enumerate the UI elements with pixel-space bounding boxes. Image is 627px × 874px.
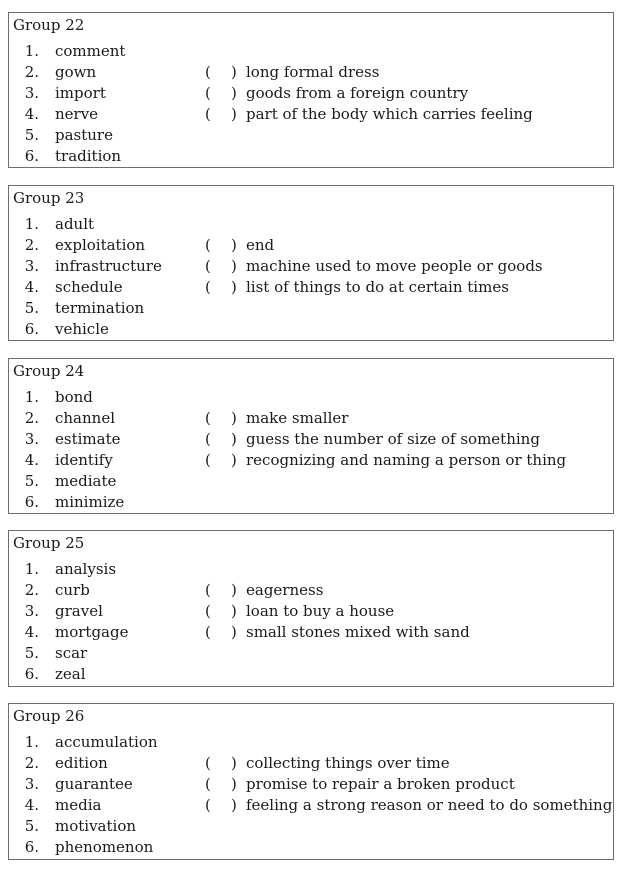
word-row — [9, 277, 613, 298]
item-number: 1. — [24, 733, 39, 751]
word-row — [9, 298, 613, 319]
word-row — [9, 837, 613, 858]
definition-text: small stones mixed with sand — [246, 623, 470, 641]
word-row — [9, 408, 613, 429]
item-number: 4. — [24, 451, 39, 469]
vocabulary-word: gown — [55, 63, 97, 81]
word-row — [9, 450, 613, 471]
vocabulary-word: media — [55, 796, 102, 814]
word-row — [9, 559, 613, 580]
item-number: 6. — [24, 665, 39, 683]
vocabulary-word: mortgage — [55, 623, 129, 641]
item-number: 5. — [24, 644, 39, 662]
vocabulary-word: tradition — [55, 147, 122, 165]
bracket-open: ( — [205, 257, 211, 275]
item-number: 6. — [24, 320, 39, 338]
definition-text: long formal dress — [246, 63, 380, 81]
vocabulary-word: adult — [55, 215, 95, 233]
bracket-open: ( — [205, 754, 211, 772]
bracket-close: ) — [231, 278, 237, 296]
word-row — [9, 643, 613, 664]
bracket-open: ( — [205, 775, 211, 793]
vocabulary-word: vehicle — [55, 320, 109, 338]
item-number: 4. — [24, 105, 39, 123]
item-number: 6. — [24, 838, 39, 856]
group-title: Group 22 — [13, 16, 85, 34]
word-row — [9, 125, 613, 146]
definition-text: guess the number of size of something — [246, 430, 540, 448]
word-row — [9, 471, 613, 492]
definition-text: promise to repair a broken product — [246, 775, 515, 793]
definition-text: list of things to do at certain times — [246, 278, 509, 296]
bracket-close: ) — [231, 105, 237, 123]
word-row — [9, 62, 613, 83]
bracket-close: ) — [231, 602, 237, 620]
vocabulary-word: mediate — [55, 472, 117, 490]
word-row — [9, 774, 613, 795]
group-box — [8, 530, 614, 687]
definition-text: recognizing and naming a person or thing — [246, 451, 567, 469]
bracket-open: ( — [205, 84, 211, 102]
bracket-open: ( — [205, 796, 211, 814]
bracket-close: ) — [231, 754, 237, 772]
item-number: 3. — [24, 84, 39, 102]
vocabulary-word: minimize — [55, 493, 125, 511]
definition-text: loan to buy a house — [246, 602, 395, 620]
definition-text: machine used to move people or goods — [246, 257, 543, 275]
group-title: Group 25 — [13, 534, 85, 552]
group-title: Group 23 — [13, 189, 85, 207]
group-box — [8, 12, 614, 168]
vocabulary-word: termination — [55, 299, 145, 317]
vocabulary-word: schedule — [55, 278, 123, 296]
word-row — [9, 104, 613, 125]
group-box — [8, 703, 614, 860]
item-number: 2. — [24, 754, 39, 772]
vocabulary-word: pasture — [55, 126, 113, 144]
word-row — [9, 601, 613, 622]
definition-text: end — [246, 236, 275, 254]
definition-text: collecting things over time — [246, 754, 450, 772]
item-number: 2. — [24, 581, 39, 599]
word-row — [9, 664, 613, 685]
item-number: 3. — [24, 257, 39, 275]
definition-text: goods from a foreign country — [246, 84, 469, 102]
vocabulary-word: channel — [55, 409, 115, 427]
group-box — [8, 358, 614, 514]
item-number: 4. — [24, 796, 39, 814]
vocabulary-word: motivation — [55, 817, 137, 835]
word-row — [9, 146, 613, 167]
bracket-open: ( — [205, 602, 211, 620]
item-number: 3. — [24, 775, 39, 793]
vocabulary-word: gravel — [55, 602, 103, 620]
bracket-close: ) — [231, 236, 237, 254]
bracket-open: ( — [205, 63, 211, 81]
word-row — [9, 256, 613, 277]
vocabulary-word: zeal — [55, 665, 86, 683]
word-row — [9, 753, 613, 774]
vocabulary-word: nerve — [55, 105, 99, 123]
bracket-open: ( — [205, 581, 211, 599]
item-number: 1. — [24, 215, 39, 233]
bracket-open: ( — [205, 451, 211, 469]
bracket-close: ) — [231, 84, 237, 102]
word-row — [9, 214, 613, 235]
vocabulary-word: edition — [55, 754, 108, 772]
word-row — [9, 429, 613, 450]
vocabulary-word: identify — [55, 451, 113, 469]
bracket-open: ( — [205, 105, 211, 123]
item-number: 3. — [24, 430, 39, 448]
vocabulary-word: import — [55, 84, 106, 102]
vocabulary-word: analysis — [55, 560, 117, 578]
definition-text: feeling a strong reason or need to do something — [246, 796, 613, 814]
definition-text: make smaller — [246, 409, 349, 427]
vocabulary-word: bond — [55, 388, 93, 406]
item-number: 3. — [24, 602, 39, 620]
vocabulary-word: comment — [55, 42, 126, 60]
definition-text: part of the body which carries feeling — [246, 105, 533, 123]
item-number: 1. — [24, 560, 39, 578]
item-number: 5. — [24, 126, 39, 144]
bracket-close: ) — [231, 623, 237, 641]
bracket-close: ) — [231, 409, 237, 427]
bracket-close: ) — [231, 63, 237, 81]
item-number: 6. — [24, 493, 39, 511]
item-number: 5. — [24, 817, 39, 835]
bracket-close: ) — [231, 775, 237, 793]
item-number: 2. — [24, 63, 39, 81]
bracket-open: ( — [205, 236, 211, 254]
bracket-close: ) — [231, 796, 237, 814]
item-number: 2. — [24, 236, 39, 254]
group-title: Group 24 — [13, 362, 85, 380]
bracket-open: ( — [205, 430, 211, 448]
item-number: 4. — [24, 278, 39, 296]
item-number: 2. — [24, 409, 39, 427]
vocabulary-word: estimate — [55, 430, 121, 448]
word-row — [9, 235, 613, 256]
word-row — [9, 622, 613, 643]
vocabulary-word: guarantee — [55, 775, 133, 793]
vocabulary-word: scar — [55, 644, 88, 662]
word-row — [9, 580, 613, 601]
word-row — [9, 41, 613, 62]
word-row — [9, 319, 613, 340]
vocabulary-word: infrastructure — [55, 257, 162, 275]
definition-text: eagerness — [246, 581, 324, 599]
group-box — [8, 185, 614, 341]
item-number: 1. — [24, 388, 39, 406]
word-row — [9, 387, 613, 408]
item-number: 1. — [24, 42, 39, 60]
item-number: 6. — [24, 147, 39, 165]
group-title: Group 26 — [13, 707, 85, 725]
bracket-close: ) — [231, 430, 237, 448]
vocabulary-word: phenomenon — [55, 838, 154, 856]
word-row — [9, 492, 613, 513]
word-row — [9, 795, 613, 816]
word-row — [9, 732, 613, 753]
item-number: 5. — [24, 299, 39, 317]
word-row — [9, 816, 613, 837]
bracket-open: ( — [205, 623, 211, 641]
bracket-open: ( — [205, 278, 211, 296]
bracket-close: ) — [231, 581, 237, 599]
bracket-close: ) — [231, 257, 237, 275]
bracket-open: ( — [205, 409, 211, 427]
vocabulary-word: curb — [55, 581, 90, 599]
item-number: 4. — [24, 623, 39, 641]
vocabulary-word: accumulation — [55, 733, 158, 751]
item-number: 5. — [24, 472, 39, 490]
vocabulary-word: exploitation — [55, 236, 146, 254]
word-row — [9, 83, 613, 104]
bracket-close: ) — [231, 451, 237, 469]
